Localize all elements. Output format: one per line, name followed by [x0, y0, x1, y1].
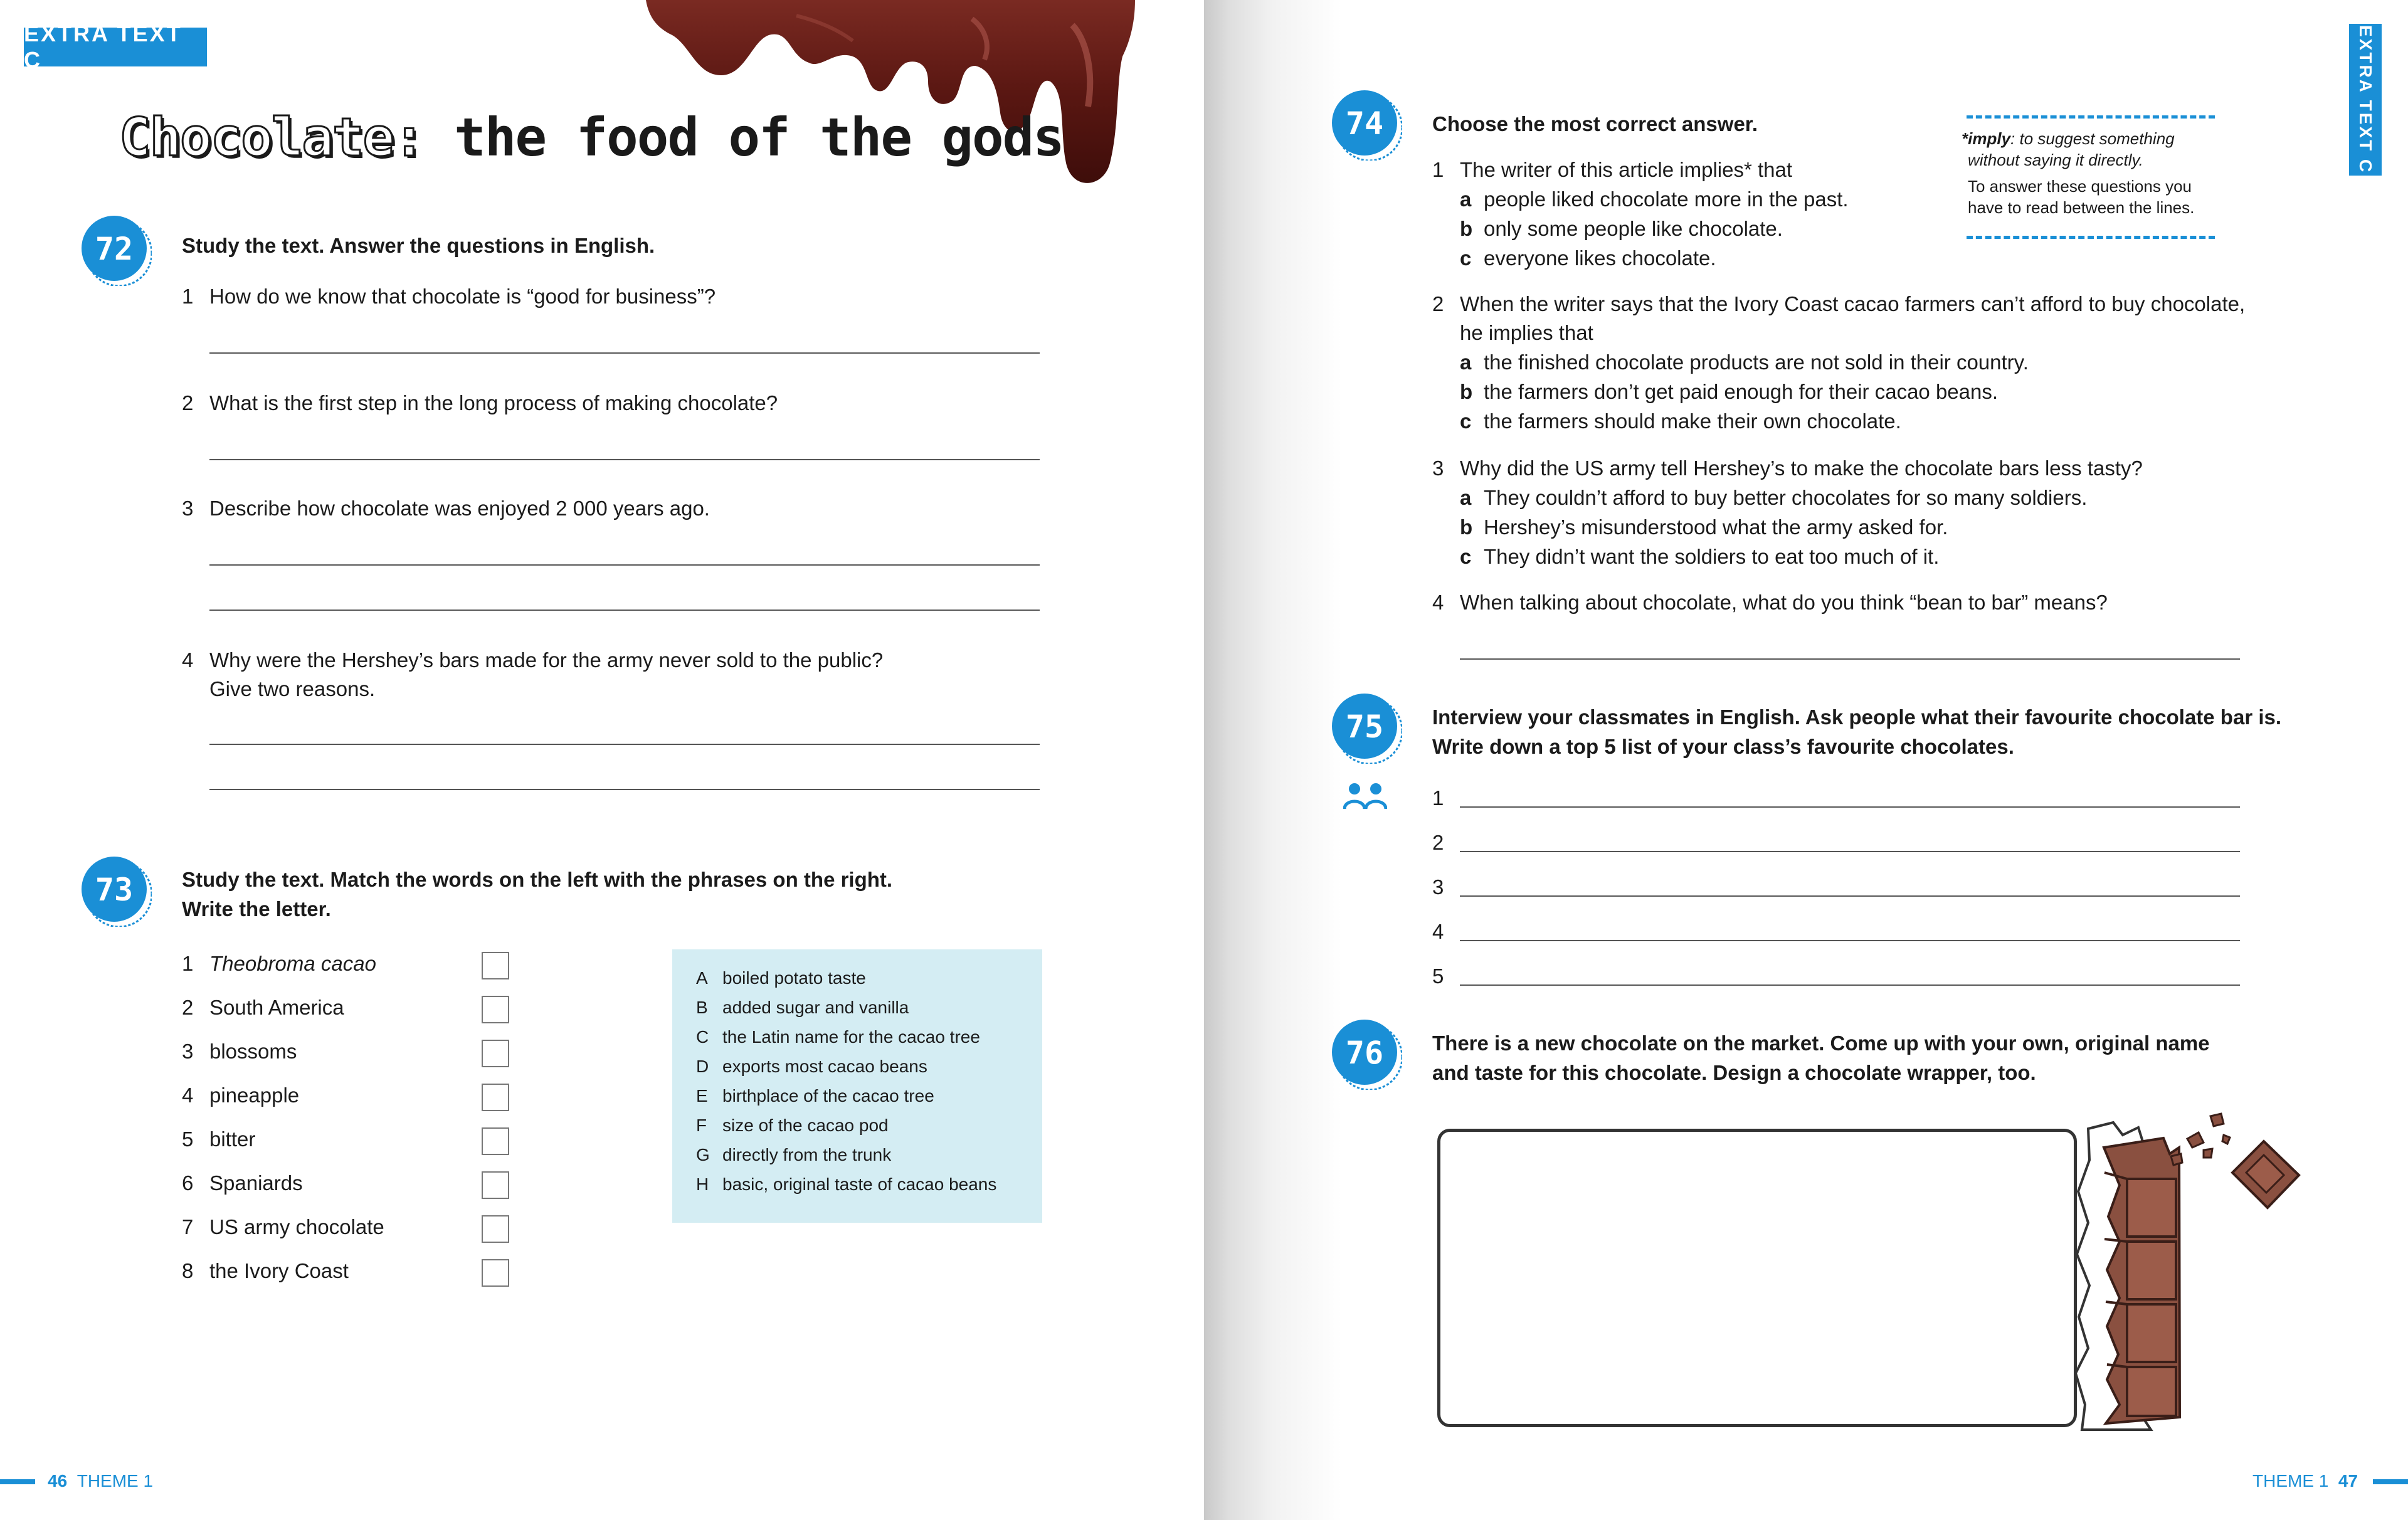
option-text: the farmers should make their own chocolate. [1484, 409, 1901, 433]
item-word: the Ivory Coast [209, 1259, 349, 1282]
exercise-74-instruction: Choose the most correct answer. [1432, 112, 1758, 135]
phrase-text: birthplace of the cacao tree [722, 1086, 934, 1106]
phrase-letter: H [696, 1174, 709, 1194]
question-74-1 [1432, 156, 2310, 273]
answer-line[interactable] [1460, 806, 2240, 808]
number-badge-icon [77, 852, 152, 927]
number-badge-icon [1327, 1015, 1402, 1090]
number-badge-icon [1327, 85, 1402, 161]
exercise-72-instruction: Study the text. Answer the questions in English. [182, 234, 655, 257]
item-word: pineapple [209, 1084, 300, 1107]
answer-box[interactable] [482, 952, 509, 979]
number-badge-icon [1327, 689, 1402, 764]
phrase-letter: C [696, 1027, 709, 1047]
question-74-2 [1432, 290, 2310, 436]
phrase-letter: E [696, 1086, 708, 1106]
exercise-74-badge [1327, 85, 1402, 164]
exercise-75-instruction [1432, 702, 2281, 761]
question-text-continued: he implies that [1460, 321, 1593, 344]
pair-work-icon [1343, 781, 1387, 810]
answer-line[interactable] [1460, 658, 2240, 660]
question-72-1 [182, 282, 1060, 311]
question-72-2 [182, 389, 1060, 418]
footer-rule [0, 1479, 35, 1484]
option-letter: c [1460, 409, 1472, 433]
phrase-letter: B [696, 998, 708, 1017]
question-74-3 [1432, 454, 2310, 571]
item-number: 2 [182, 996, 194, 1019]
number-badge-icon [77, 211, 152, 286]
item-number: 5 [182, 1127, 194, 1151]
answer-box[interactable] [482, 1215, 509, 1243]
item-word: South America [209, 996, 344, 1019]
option-a[interactable] [1432, 184, 2310, 214]
option-text: They couldn’t afford to buy better chocolates for so many soldiers. [1484, 486, 2088, 509]
option-text: only some people like chocolate. [1484, 217, 1783, 240]
exercise-73-badge [77, 852, 152, 930]
page-footer-right [2252, 1471, 2358, 1491]
question-72-3 [182, 494, 1060, 523]
badge-number: 74 [1345, 105, 1384, 142]
item-number: 3 [182, 1040, 194, 1063]
answer-box[interactable] [482, 1259, 509, 1287]
option-text: the farmers don’t get paid enough for their cacao beans. [1484, 380, 1999, 403]
badge-number: 76 [1345, 1035, 1384, 1071]
question-text: How do we know that chocolate is “good for business”? [209, 285, 716, 308]
option-c[interactable] [1432, 542, 2310, 571]
list-number: 4 [1432, 920, 1444, 943]
item-word: US army chocolate [209, 1215, 384, 1238]
badge-number: 75 [1345, 709, 1384, 745]
option-b[interactable] [1432, 512, 2310, 542]
exercise-75-badge [1327, 689, 1402, 767]
phrase-letter: A [696, 968, 708, 988]
item-number: 7 [182, 1215, 194, 1238]
list-number: 5 [1432, 964, 1444, 988]
instruction-line-1: Interview your classmates in English. Ask people what their favourite chocolate bar is. [1432, 705, 2282, 729]
option-letter: c [1460, 246, 1472, 270]
phrase-letter: G [696, 1145, 710, 1164]
page-footer-left [48, 1471, 153, 1491]
answer-line[interactable] [1460, 895, 2240, 897]
answer-line[interactable] [209, 789, 1040, 790]
exercise-73-instruction [182, 865, 892, 924]
question-number: 4 [1432, 591, 1444, 614]
question-text: Why were the Hershey’s bars made for the army never sold to the public? [209, 648, 884, 672]
option-letter: b [1460, 217, 1473, 240]
extra-text-side-tag-label: EXTRA TEXT C [2356, 25, 2375, 174]
page-number: 46 [48, 1471, 68, 1491]
extra-text-side-tag [2349, 24, 2382, 176]
answer-line[interactable] [1460, 940, 2240, 941]
exercise-72-badge [77, 211, 152, 289]
page-number: 47 [2338, 1471, 2358, 1491]
note-term: *imply [1962, 129, 2011, 148]
note-tip-continued: have to read between the lines. [1968, 198, 2195, 217]
item-word: Spaniards [209, 1171, 303, 1195]
option-text: They didn’t want the soldiers to eat too much of it. [1484, 545, 1940, 568]
answer-line[interactable] [1460, 984, 2240, 986]
question-text: Describe how chocolate was enjoyed 2 000 years ago. [209, 497, 710, 520]
instruction-line-2: Write the letter. [182, 897, 331, 921]
option-c[interactable] [1432, 406, 2310, 436]
question-number: 1 [1432, 158, 1444, 181]
note-definition-continued: without saying it directly. [1968, 150, 2143, 169]
option-c[interactable] [1432, 243, 2310, 273]
option-b[interactable] [1432, 214, 2310, 243]
item-word: bitter [209, 1127, 256, 1151]
answer-line[interactable] [209, 744, 1040, 745]
question-text: What is the first step in the long process of making chocolate? [209, 391, 778, 414]
answer-box[interactable] [482, 1084, 509, 1111]
item-word: Theobroma cacao [209, 952, 376, 975]
option-letter: b [1460, 380, 1473, 403]
option-text: everyone likes chocolate. [1484, 246, 1716, 270]
option-text: the finished chocolate products are not sold in their country. [1484, 351, 2029, 374]
question-text: The writer of this article implies* that [1460, 158, 1793, 181]
phrase-text: added sugar and vanilla [722, 998, 909, 1017]
question-number: 3 [1432, 457, 1444, 480]
badge-number: 72 [95, 231, 134, 267]
match-phrases-panel [672, 949, 1042, 1223]
option-b[interactable] [1432, 377, 2310, 406]
question-number: 4 [182, 648, 194, 672]
page-title [119, 107, 1064, 168]
option-text: people liked chocolate more in the past. [1484, 187, 1849, 211]
phrase-letter: F [696, 1116, 707, 1135]
item-number: 6 [182, 1171, 194, 1195]
phrase-text: exports most cacao beans [722, 1057, 927, 1076]
chocolate-bar-illustration [2069, 1110, 2308, 1436]
instruction-line-1: There is a new chocolate on the market. Come up with your own, original name [1432, 1032, 2210, 1055]
question-text: Why did the US army tell Hershey’s to make the chocolate bars less tasty? [1460, 457, 2143, 480]
phrase-text: basic, original taste of cacao beans [722, 1174, 997, 1194]
title-outline-part: Chocolate: [119, 107, 424, 168]
option-letter: a [1460, 187, 1472, 211]
phrase-letter: D [696, 1057, 709, 1076]
answer-line[interactable] [209, 352, 1040, 354]
footer-theme: THEME 1 [2252, 1471, 2329, 1491]
badge-number: 73 [95, 872, 134, 908]
answer-box[interactable] [482, 996, 509, 1023]
option-a[interactable] [1432, 347, 2310, 377]
phrase-text: size of the cacao pod [722, 1116, 889, 1135]
question-number: 2 [1432, 292, 1444, 315]
footer-theme: THEME 1 [77, 1471, 154, 1491]
wrapper-design-area[interactable] [1437, 1129, 2077, 1427]
item-word: blossoms [209, 1040, 297, 1063]
question-number: 3 [182, 497, 194, 520]
option-letter: b [1460, 515, 1473, 539]
note-divider-top [1967, 115, 2215, 119]
option-text: Hershey’s misunderstood what the army asked for. [1484, 515, 1948, 539]
note-definition: : to suggest something [2010, 129, 2175, 148]
answer-line[interactable] [209, 610, 1040, 611]
answer-line[interactable] [209, 459, 1040, 460]
exercise-76-instruction [1432, 1028, 2210, 1087]
answer-box[interactable] [482, 1171, 509, 1199]
question-text: When talking about chocolate, what do you think “bean to bar” means? [1460, 591, 2108, 614]
list-number: 1 [1432, 786, 1444, 810]
option-letter: c [1460, 545, 1472, 568]
answer-box[interactable] [482, 1040, 509, 1067]
question-number: 1 [182, 285, 194, 308]
question-72-4 [182, 646, 1060, 704]
footer-rule [2373, 1479, 2408, 1484]
question-text: When the writer says that the Ivory Coast cacao farmers can’t afford to buy chocolate, [1460, 292, 2246, 315]
match-word-list [182, 952, 533, 1303]
item-number: 1 [182, 952, 194, 975]
phrase-text: directly from the trunk [722, 1145, 892, 1164]
note-tip: To answer these questions you [1968, 177, 2192, 196]
instruction-line-2: and taste for this chocolate. Design a chocolate wrapper, too. [1432, 1061, 2036, 1084]
answer-line[interactable] [209, 564, 1040, 566]
answer-box[interactable] [482, 1127, 509, 1155]
instruction-line-2: Write down a top 5 list of your class’s favourite chocolates. [1432, 735, 2014, 758]
list-number: 3 [1432, 875, 1444, 899]
extra-text-tag-label: EXTRA TEXT C [24, 21, 182, 73]
imply-definition [1962, 128, 2225, 149]
option-a[interactable] [1432, 483, 2310, 512]
extra-text-tag [24, 21, 207, 73]
option-letter: a [1460, 351, 1472, 374]
instruction-line-1: Study the text. Match the words on the left with the phrases on the right. [182, 868, 893, 891]
question-74-4 [1432, 588, 2310, 617]
question-number: 2 [182, 391, 194, 414]
right-page [1204, 0, 2408, 1520]
phrase-text: the Latin name for the cacao tree [722, 1027, 980, 1047]
list-number: 2 [1432, 831, 1444, 854]
answer-line[interactable] [1460, 851, 2240, 852]
title-plain-part: the food of the gods [423, 107, 1064, 168]
item-number: 4 [182, 1084, 194, 1107]
item-number: 8 [182, 1259, 194, 1282]
question-text-continued: Give two reasons. [209, 677, 376, 700]
exercise-76-badge [1327, 1015, 1402, 1093]
phrase-text: boiled potato taste [722, 968, 866, 988]
option-letter: a [1460, 486, 1472, 509]
